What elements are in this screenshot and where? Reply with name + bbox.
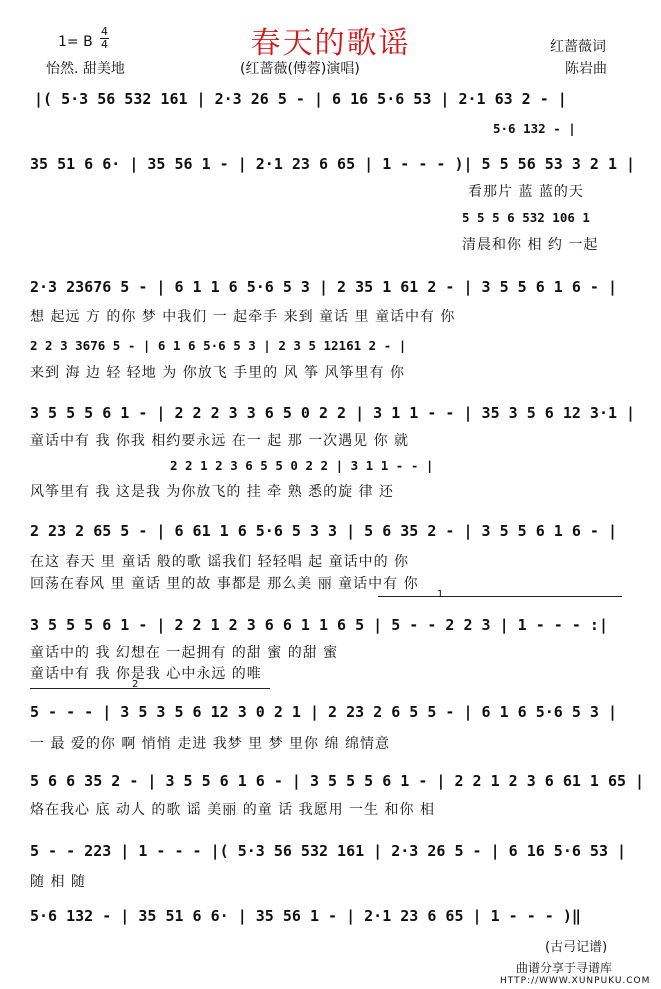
lyricist-credit: 红蔷薇词 — [550, 39, 606, 55]
transcriber-credit: (古弓记谱) — [545, 940, 608, 955]
lyric-line: 来到 海 边 轻 轻地 为 你放飞 手里的 风 筝 风筝里有 你 — [30, 365, 405, 381]
lyric-line: 童话中有 我 你是我 心中永远 的唯 — [30, 666, 262, 682]
volta-bracket-2 — [30, 688, 270, 689]
tempo-marking: 怡然. 甜美地 — [46, 61, 125, 77]
notation-line-alt: 2 2 3 3676 5 - | 6 1 6 5·6 5 3 | 2 3 5 12161 2 - | — [30, 338, 407, 353]
lyric-line: 回荡在春风 里 童话 里的故 事都是 那么美 丽 童话中有 你 — [30, 576, 419, 592]
notation-line: 5 - - 223 | 1 - - - |( 5·3 56 532 161 | 2·3 26 5 - | 6 16 5·6 53 | — [30, 842, 627, 860]
notation-line: 3 5 5 5 6 1 - | 2 2 1 2 3 6 6 1 1 6 5 | 5 - - 2 2 3 | 1 - - - :| — [30, 616, 608, 634]
song-title: 春天的歌谣 — [250, 26, 411, 61]
notation-line: 2 23 2 65 5 - | 6 61 1 6 5·6 5 3 3 | 5 6 35 2 - | 3 5 5 6 1 6 - | — [30, 522, 617, 540]
lyric-line: 随 相 随 — [30, 874, 86, 890]
notation-line-alt: 5 5 5 6 532 106 1 — [462, 210, 590, 225]
lyric-line: 看那片 蓝 蓝的天 — [468, 184, 584, 200]
notation-line: 5·6 132 - | 35 51 6 6· | 35 56 1 - | 2·1 23 6 65 | 1 - - - )‖ — [30, 907, 581, 925]
lyric-line: 风筝里有 我 这是我 为你放飞的 挂 牵 熟 悉的旋 律 还 — [30, 484, 395, 500]
lyric-line: 一 最 爱的你 啊 悄悄 走进 我梦 里 梦 里你 绵 绵情意 — [30, 736, 390, 752]
key-signature: 1= B — [58, 34, 93, 50]
time-signature — [100, 27, 109, 50]
notation-line: 5 6 6 35 2 - | 3 5 5 6 1 6 - | 3 5 5 5 6 1 - | 2 2 1 2 3 6 61 1 65 | — [30, 772, 645, 790]
volta-bracket-1 — [378, 596, 622, 597]
lyric-line: 烙在我心 底 动人 的歌 谣 美丽 的童 话 我愿用 一生 和你 相 — [30, 802, 435, 818]
notation-line-alt: 5·6 132 - | — [493, 121, 576, 136]
notation-line-alt: 2 2 1 2 3 6 5 5 0 2 2 | 3 1 1 - - | — [170, 458, 434, 473]
lyric-line: 想 起远 方 的你 梦 中我们 一 起牵手 来到 童话 里 童话中有 你 — [30, 309, 456, 325]
time-sig-bottom: 4 — [101, 38, 108, 51]
time-sig-top: 4 — [101, 25, 108, 38]
lyric-line: 在这 春天 里 童话 般的歌 谣我们 轻轻唱 起 童话中的 你 — [30, 554, 410, 570]
site-url: HTTP://WWW.XUNPUKU.COM — [500, 976, 651, 986]
notation-line: 2·3 23676 5 - | 6 1 1 6 5·6 5 3 | 2 35 1 61 2 - | 3 5 5 6 1 6 - | — [30, 278, 617, 296]
share-credit: 曲谱分享于寻谱库 — [516, 961, 613, 975]
composer-credit: 陈岩曲 — [565, 61, 607, 77]
notation-line: 5 - - - | 3 5 3 5 6 12 3 0 2 1 | 2 23 2 6 5 5 - | 6 1 6 5·6 5 3 | — [30, 703, 617, 721]
notation-line: |( 5·3 56 532 161 | 2·3 26 5 - | 6 16 5·6 53 | 2·1 63 2 - | — [34, 90, 567, 108]
lyric-line: 童话中有 我 你我 相约要永远 在一 起 那 一次遇见 你 就 — [30, 433, 410, 449]
lyric-line: 清晨和你 相 约 一起 — [462, 237, 599, 253]
notation-line: 35 51 6 6· | 35 56 1 - | 2·1 23 6 65 | 1 - - - )| 5 5 56 53 3 2 1 | — [30, 155, 636, 173]
volta-number-1: 1 — [437, 589, 444, 600]
notation-line: 3 5 5 5 6 1 - | 2 2 2 3 3 6 5 0 2 2 | 3 1 1 - - | 35 3 5 6 12 3·1 | — [30, 404, 636, 422]
singers-credit: (红蔷薇(傅蓉)演唱) — [240, 61, 360, 77]
lyric-line: 童话中的 我 幻想在 一起拥有 的甜 蜜 的甜 蜜 — [30, 645, 339, 661]
volta-number-2: 2 — [132, 679, 139, 690]
